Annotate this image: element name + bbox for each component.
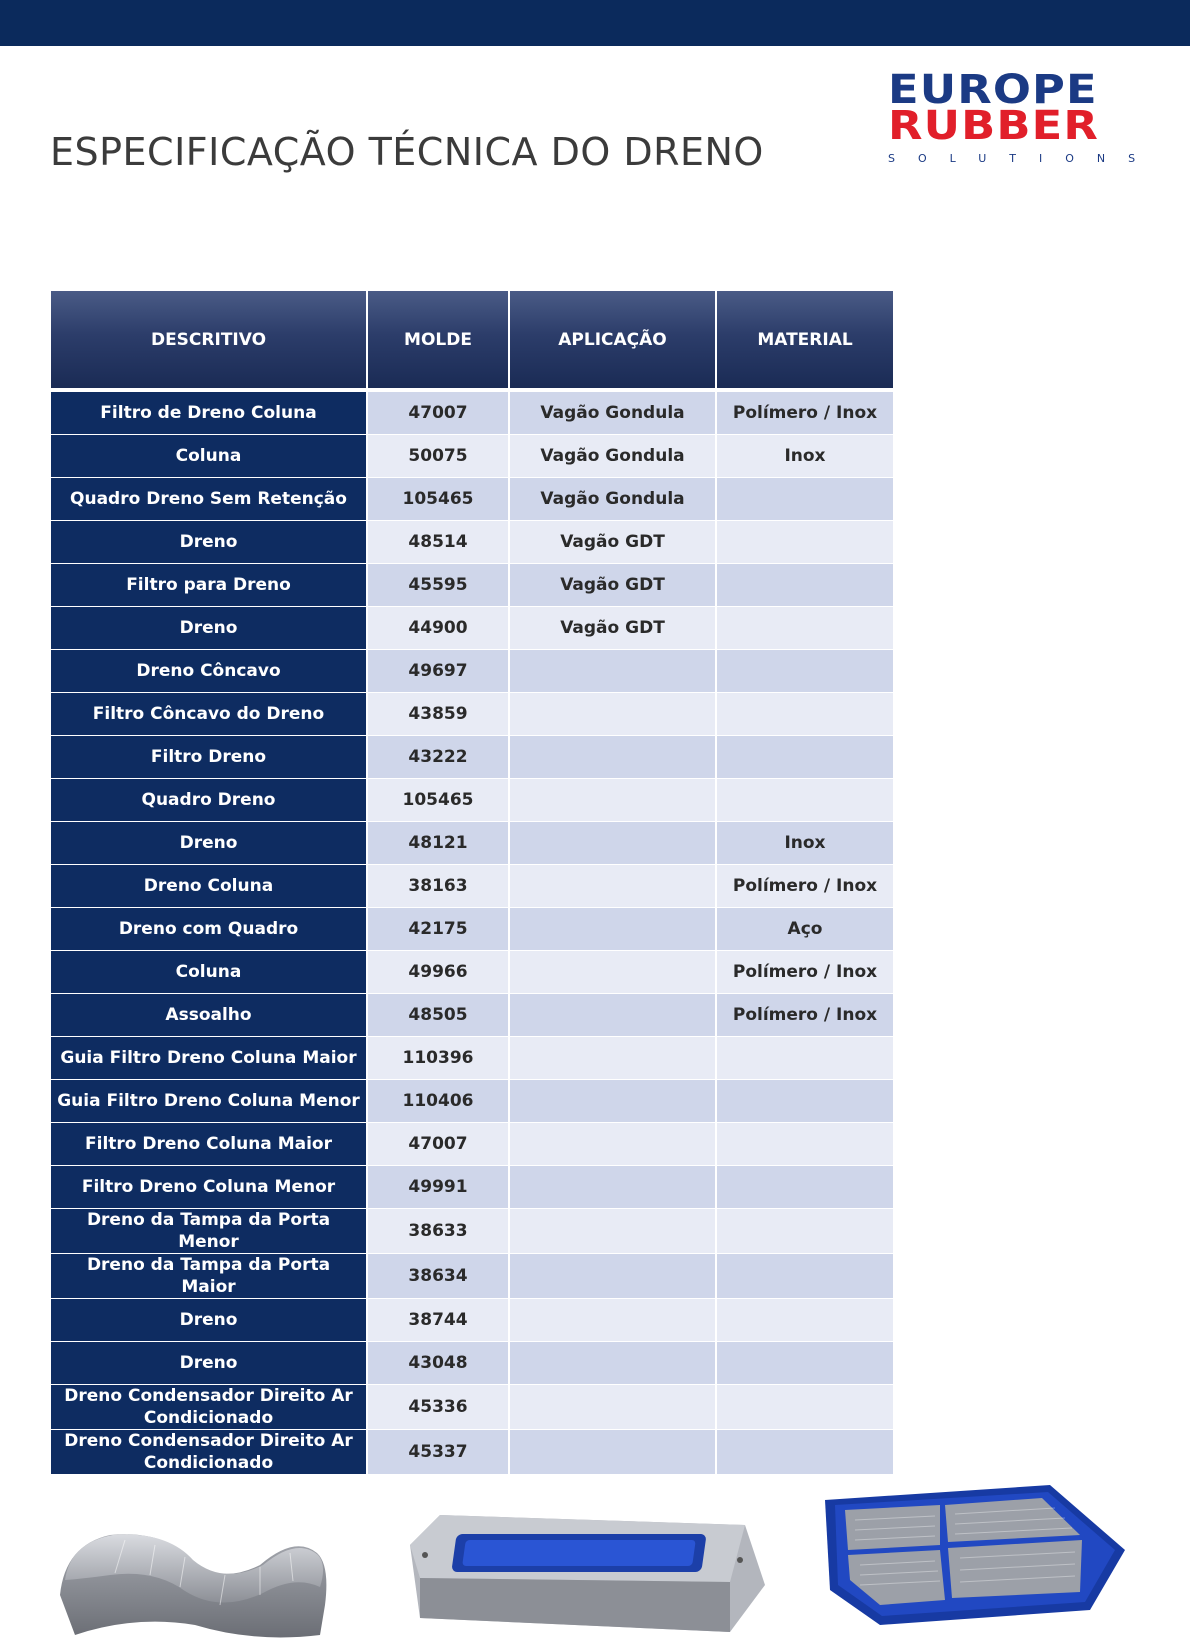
table-row [51, 951, 893, 994]
cell-material: Inox [717, 435, 893, 478]
table-row [51, 435, 893, 478]
cell-descritivo: Dreno [51, 607, 368, 650]
drain-spec-table [51, 291, 893, 1475]
logo-line-europe: EUROPE [888, 67, 1098, 113]
cell-material [717, 1080, 893, 1123]
cell-descritivo: Dreno Condensador Direito Ar Condicionado [51, 1430, 368, 1475]
cell-material [717, 1209, 893, 1254]
table-row [51, 521, 893, 564]
concave-drain-filter-icon [55, 1505, 355, 1645]
logo-line-rubber: RUBBER [888, 103, 1099, 149]
cell-molde: 45337 [368, 1430, 510, 1475]
cell-descritivo: Dreno [51, 1299, 368, 1342]
cell-descritivo: Dreno [51, 1342, 368, 1385]
cell-aplicacao [510, 951, 717, 994]
table-row [51, 1166, 893, 1209]
table-row [51, 564, 893, 607]
cell-material [717, 1123, 893, 1166]
cell-descritivo: Filtro Côncavo do Dreno [51, 693, 368, 736]
table-row [51, 994, 893, 1037]
framed-drain-filter-icon [820, 1480, 1140, 1630]
table-row [51, 1037, 893, 1080]
cell-material [717, 1342, 893, 1385]
cell-material [717, 607, 893, 650]
cell-material [717, 564, 893, 607]
cell-material [717, 779, 893, 822]
table-row [51, 908, 893, 951]
cell-material: Inox [717, 822, 893, 865]
cell-molde: 49966 [368, 951, 510, 994]
cell-molde: 110406 [368, 1080, 510, 1123]
table-body [51, 392, 893, 1475]
cell-molde: 47007 [368, 1123, 510, 1166]
cell-descritivo: Coluna [51, 951, 368, 994]
table-row [51, 822, 893, 865]
cell-material: Aço [717, 908, 893, 951]
cell-aplicacao [510, 1209, 717, 1254]
cell-descritivo: Filtro Dreno Coluna Maior [51, 1123, 368, 1166]
cell-molde: 44900 [368, 607, 510, 650]
cell-aplicacao: Vagão Gondula [510, 435, 717, 478]
cell-material [717, 650, 893, 693]
table-row [51, 865, 893, 908]
cell-material [717, 1166, 893, 1209]
cell-molde: 49697 [368, 650, 510, 693]
cell-aplicacao [510, 693, 717, 736]
cell-aplicacao [510, 908, 717, 951]
cell-descritivo: Dreno [51, 822, 368, 865]
flat-drain-plate-icon [400, 1510, 780, 1640]
cell-molde: 50075 [368, 435, 510, 478]
cell-descritivo: Dreno da Tampa da Porta Menor [51, 1209, 368, 1254]
cell-descritivo: Assoalho [51, 994, 368, 1037]
cell-material [717, 1299, 893, 1342]
cell-aplicacao: Vagão GDT [510, 521, 717, 564]
cell-material [717, 736, 893, 779]
cell-material: Polímero / Inox [717, 865, 893, 908]
cell-aplicacao [510, 779, 717, 822]
cell-descritivo: Filtro Dreno Coluna Menor [51, 1166, 368, 1209]
cell-aplicacao [510, 1342, 717, 1385]
cell-molde: 47007 [368, 392, 510, 435]
cell-molde: 43859 [368, 693, 510, 736]
header-aplicacao: APLICAÇÃO [510, 291, 717, 392]
cell-molde: 38744 [368, 1299, 510, 1342]
cell-material [717, 1254, 893, 1299]
cell-molde: 42175 [368, 908, 510, 951]
table-row [51, 779, 893, 822]
cell-molde: 45595 [368, 564, 510, 607]
cell-descritivo: Dreno da Tampa da Porta Maior [51, 1254, 368, 1299]
table-row [51, 1342, 893, 1385]
table-row [51, 1299, 893, 1342]
header-material: MATERIAL [717, 291, 893, 392]
cell-molde: 43048 [368, 1342, 510, 1385]
cell-descritivo: Quadro Dreno Sem Retenção [51, 478, 368, 521]
cell-aplicacao [510, 1080, 717, 1123]
cell-material [717, 1385, 893, 1430]
cell-molde: 45336 [368, 1385, 510, 1430]
logo-tagline: SOLUTIONS [888, 152, 1159, 165]
cell-molde: 110396 [368, 1037, 510, 1080]
cell-descritivo: Dreno [51, 521, 368, 564]
cell-molde: 105465 [368, 478, 510, 521]
cell-aplicacao [510, 994, 717, 1037]
cell-material [717, 478, 893, 521]
table-row [51, 1254, 893, 1299]
cell-aplicacao: Vagão GDT [510, 607, 717, 650]
cell-aplicacao [510, 865, 717, 908]
cell-descritivo: Dreno Coluna [51, 865, 368, 908]
table-row [51, 693, 893, 736]
cell-material [717, 1430, 893, 1475]
table-row [51, 1430, 893, 1475]
cell-aplicacao [510, 1166, 717, 1209]
cell-descritivo: Coluna [51, 435, 368, 478]
cell-descritivo: Quadro Dreno [51, 779, 368, 822]
table-row [51, 478, 893, 521]
header-molde: MOLDE [368, 291, 510, 392]
table-header-row [51, 291, 893, 392]
cell-descritivo: Dreno Côncavo [51, 650, 368, 693]
cell-molde: 38163 [368, 865, 510, 908]
cell-aplicacao: Vagão Gondula [510, 478, 717, 521]
cell-material [717, 693, 893, 736]
table-row [51, 392, 893, 435]
cell-descritivo: Filtro Dreno [51, 736, 368, 779]
cell-aplicacao [510, 822, 717, 865]
cell-aplicacao [510, 736, 717, 779]
cell-aplicacao [510, 1254, 717, 1299]
cell-aplicacao [510, 650, 717, 693]
table-row [51, 1123, 893, 1166]
cell-material [717, 1037, 893, 1080]
cell-molde: 48505 [368, 994, 510, 1037]
table-row [51, 650, 893, 693]
table-row [51, 736, 893, 779]
cell-molde: 38634 [368, 1254, 510, 1299]
table-row [51, 607, 893, 650]
cell-molde: 43222 [368, 736, 510, 779]
cell-material [717, 521, 893, 564]
europe-rubber-logo [888, 67, 1159, 172]
cell-molde: 48514 [368, 521, 510, 564]
table-row [51, 1080, 893, 1123]
cell-material: Polímero / Inox [717, 392, 893, 435]
cell-aplicacao [510, 1430, 717, 1475]
cell-aplicacao [510, 1299, 717, 1342]
cell-aplicacao [510, 1037, 717, 1080]
cell-molde: 38633 [368, 1209, 510, 1254]
cell-descritivo: Guia Filtro Dreno Coluna Menor [51, 1080, 368, 1123]
cell-aplicacao [510, 1123, 717, 1166]
cell-molde: 105465 [368, 779, 510, 822]
cell-material: Polímero / Inox [717, 994, 893, 1037]
cell-descritivo: Filtro para Dreno [51, 564, 368, 607]
cell-material: Polímero / Inox [717, 951, 893, 994]
page-title: ESPECIFICAÇÃO TÉCNICA DO DRENO [50, 130, 764, 174]
cell-descritivo: Dreno Condensador Direito Ar Condicionado [51, 1385, 368, 1430]
top-header-bar [0, 0, 1190, 46]
table-row [51, 1209, 893, 1254]
cell-descritivo: Dreno com Quadro [51, 908, 368, 951]
cell-descritivo: Filtro de Dreno Coluna [51, 392, 368, 435]
header-descritivo: DESCRITIVO [51, 291, 368, 392]
cell-aplicacao: Vagão GDT [510, 564, 717, 607]
table-row [51, 1385, 893, 1430]
cell-descritivo: Guia Filtro Dreno Coluna Maior [51, 1037, 368, 1080]
cell-aplicacao: Vagão Gondula [510, 392, 717, 435]
cell-molde: 48121 [368, 822, 510, 865]
cell-molde: 49991 [368, 1166, 510, 1209]
cell-aplicacao [510, 1385, 717, 1430]
